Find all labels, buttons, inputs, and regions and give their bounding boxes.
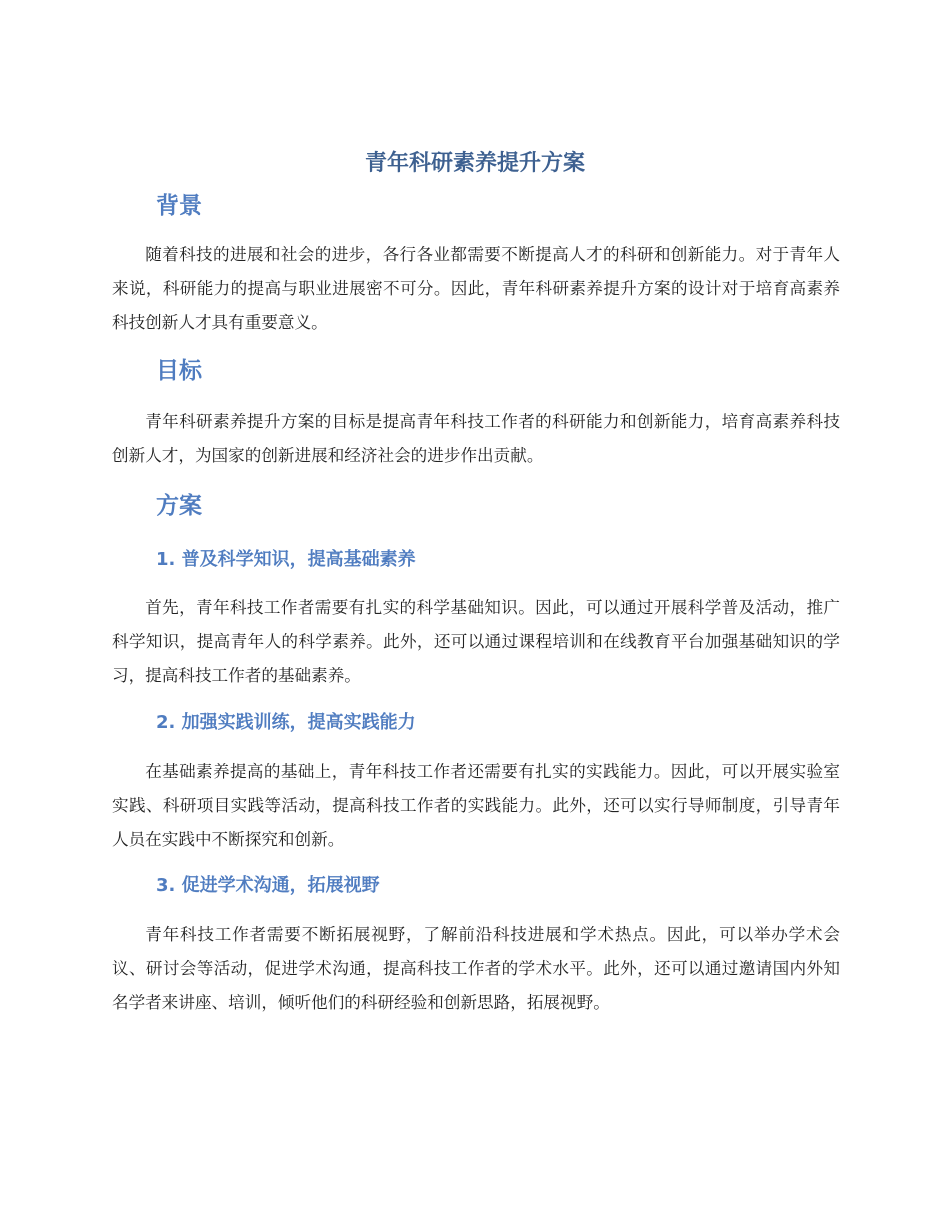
section-heading-plan: 方案 (156, 493, 202, 519)
subsection-paragraph-1: 首先，青年科技工作者需要有扎实的科学基础知识。因此，可以通过开展科学普及活动，推广科学知识，提高青年人的科学素养。此外，还可以通过课程培训和在线教育平台加强基础知识的学习，提高科技工作者的基础素养。 (112, 598, 840, 685)
subsection-heading-2: 2. 加强实践训练，提高实践能力 (156, 712, 416, 733)
section-heading-goal: 目标 (156, 358, 202, 384)
subsection-heading-3: 3. 促进学术沟通，拓展视野 (156, 875, 380, 896)
document-title: 青年科研素养提升方案 (364, 151, 585, 176)
section-heading-background: 背景 (156, 193, 202, 219)
subsection-paragraph-3: 青年科技工作者需要不断拓展视野，了解前沿科技进展和学术热点。因此，可以举办学术会议、研讨会等活动，促进学术沟通，提高科技工作者的学术水平。此外，还可以通过邀请国内外知名学者来讲座、培训，倾听他们的科研经验和创新思路，拓展视野。 (112, 925, 840, 1012)
section-paragraph-goal: 青年科研素养提升方案的目标是提高青年科技工作者的科研能力和创新能力，培育高素养科技创新人才，为国家的创新进展和经济社会的进步作出贡献。 (112, 412, 840, 465)
subsection-paragraph-2: 在基础素养提高的基础上，青年科技工作者还需要有扎实的实践能力。因此，可以开展实验室实践、科研项目实践等活动，提高科技工作者的实践能力。此外，还可以实行导师制度，引导青年人员在实践中不断探究和创新。 (112, 762, 840, 849)
subsection-heading-1: 1. 普及科学知识，提高基础素养 (156, 549, 416, 570)
section-paragraph-background: 随着科技的进展和社会的进步，各行各业都需要不断提高人才的科研和创新能力。对于青年人来说，科研能力的提高与职业进展密不可分。因此，青年科研素养提升方案的设计对于培育高素养科技创新人才具有重要意义。 (112, 245, 840, 332)
